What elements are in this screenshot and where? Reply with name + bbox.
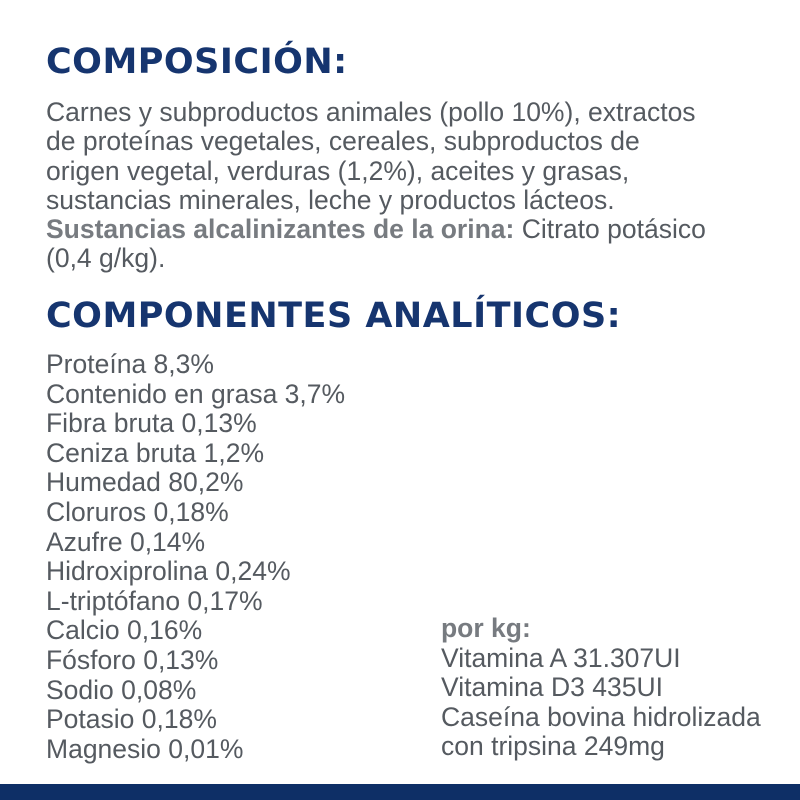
composition-line: origen vegetal, verduras (1,2%), aceites y grasas,: [46, 155, 630, 186]
list-item: Hidroxiprolina 0,24%: [46, 556, 291, 587]
list-item: Contenido en grasa 3,7%: [46, 378, 346, 409]
per-kg-label: por kg:: [441, 613, 531, 643]
analytical-components-heading: COMPONENTES ANALÍTICOS:: [46, 296, 622, 336]
alkalizing-line: [46, 215, 776, 244]
list-item: Fósforo 0,13%: [46, 644, 219, 675]
list-item: Magnesio 0,01%: [46, 733, 244, 764]
list-item: Sodio 0,08%: [46, 674, 197, 705]
list-item: Cloruros 0,18%: [46, 496, 229, 527]
per-kg-item: Vitamina A 31.307UI: [441, 642, 681, 673]
list-item: Azufre 0,14%: [46, 526, 206, 557]
per-kg-item: Vitamina D3 435UI: [441, 672, 663, 703]
list-item: L-triptófano 0,17%: [46, 585, 263, 616]
per-kg-item: con tripsina 249mg: [441, 731, 665, 762]
per-kg-block: [441, 614, 761, 762]
list-item: Humedad 80,2%: [46, 467, 244, 498]
composition-line: sustancias minerales, leche y productos lácteos.: [46, 184, 615, 215]
alkalizing-value-continued: (0,4 g/kg).: [46, 243, 166, 274]
composition-line: de proteínas vegetales, cereales, subproductos de: [46, 126, 640, 157]
list-item: Proteína 8,3%: [46, 349, 214, 379]
list-item: Fibra bruta 0,13%: [46, 408, 257, 439]
composition-text: [46, 98, 776, 274]
list-item: Potasio 0,18%: [46, 704, 217, 735]
per-kg-item: Caseína bovina hidrolizada: [441, 701, 761, 732]
list-item: Ceniza bruta 1,2%: [46, 437, 265, 468]
alkalizing-value: Citrato potásico: [514, 214, 706, 245]
analytical-components-list: [46, 350, 345, 764]
composition-line: Carnes y subproductos animales (pollo 10%), extractos: [46, 97, 696, 127]
list-item: Calcio 0,16%: [46, 615, 203, 646]
alkalizing-label: Sustancias alcalinizantes de la orina:: [46, 214, 515, 245]
composition-heading: COMPOSICIÓN:: [46, 42, 348, 82]
bottom-bar: [0, 784, 800, 800]
